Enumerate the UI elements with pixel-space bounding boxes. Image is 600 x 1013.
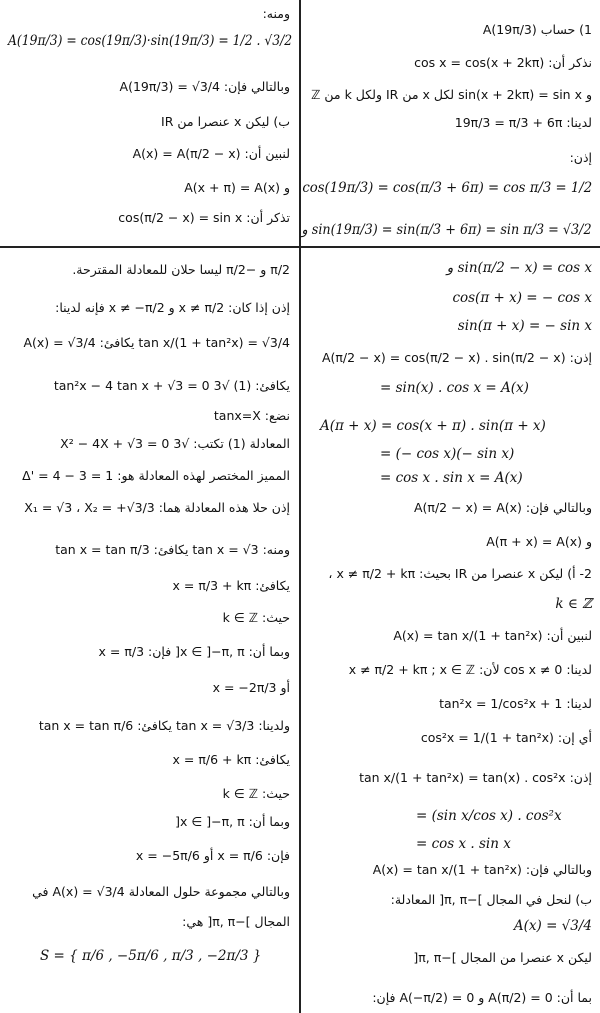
right-bottom-line: = sin(x) . cos x = A(x) (380, 380, 529, 396)
left-bottom-line: وبما أن: x ∈ ]−π, π[ (175, 814, 290, 829)
left-bottom-line: نضع: tanx=X (213, 408, 290, 423)
right-bottom-line: A(x) = √3/4 (513, 918, 592, 934)
left-bottom-line: حيث: k ∈ ℤ (222, 786, 290, 801)
right-bottom-line: إذن: A(π/2 − x) = cos(π/2 − x) . sin(π/2 − x) (321, 350, 592, 365)
section-divider (0, 246, 600, 248)
right-bottom-line: = cos x . sin x (416, 836, 511, 852)
right-bottom-line: وبالتالي فإن: A(π/2 − x) = A(x) (414, 500, 592, 515)
right-bottom-line: = cos x . sin x = A(x) (380, 470, 523, 486)
right-bottom-line: و A(π + x) = A(x) (486, 534, 592, 549)
right-bottom-line: ب) لنحل في المجال ]−π, π[ المعادلة: (390, 892, 592, 907)
right-top-line: لدينا: 19π/3 = π/3 + 6π (454, 115, 592, 130)
right-bottom-line: لنبين أن: A(x) = tan x/(1 + tan²x) (393, 628, 592, 643)
right-bottom-line: A(π + x) = cos(x + π) . sin(π + x) (320, 418, 546, 434)
left-bottom-line: وبما أن: x ∈ ]−π, π[ فإن: x = π/3 (98, 644, 290, 659)
right-top-line: نذكر أن: cos x = cos(x + 2kπ) (414, 55, 592, 70)
right-bottom-line: لدينا: 1 + tan²x = 1/cos²x (439, 696, 592, 711)
left-bottom-line: وبالتالي مجموعة حلول المعادلة A(x) = √3/4 في (32, 884, 290, 899)
left-top-line: و A(x + π) = A(x) (184, 180, 290, 195)
right-bottom-line: sin(π + x) = − sin x (457, 318, 592, 334)
column-divider (299, 0, 301, 1013)
left-bottom-line: حيث: k ∈ ℤ (222, 610, 290, 625)
left-top-line: لنبين أن: A(x) = A(π/2 − x) (132, 146, 290, 161)
left-bottom-line: يكافئ: (1) √3 tan²x − 4 tan x + √3 = 0 (53, 378, 290, 393)
left-bottom-line: فإن: x = π/6 أو x = −5π/6 (135, 848, 290, 863)
right-bottom-line: بما أن: A(π/2) = 0 و A(−π/2) = 0 فإن: (372, 990, 592, 1005)
right-bottom-line: و sin(π/2 − x) = cos x (446, 260, 592, 276)
right-bottom-line: وبالتالي فإن: A(x) = tan x/(1 + tan²x) (372, 862, 592, 877)
right-bottom-line: k ∈ ℤ (555, 596, 592, 612)
left-bottom-line: المميز المختصر لهذه المعادلة هو: Δ' = 4 − 3 = 1 (22, 468, 290, 483)
left-bottom-line: أو x = −2π/3 (212, 680, 290, 695)
left-top-line: A(19π/3) = cos(19π/3)·sin(19π/3) = 1/2 . √3/2 (8, 33, 293, 49)
right-top-line: و sin(x + 2kπ) = sin x لكل x من IR ولكل k من ℤ (311, 87, 592, 102)
right-bottom-line: أي إن: cos²x = 1/(1 + tan²x) (420, 730, 592, 745)
right-bottom-line: لدينا: cos x ≠ 0 لأن: x ≠ π/2 + kπ ; x ∈ ℤ (348, 662, 592, 677)
left-bottom-line: ومنه: tan x = √3 يكافئ: tan x = tan π/3 (55, 542, 290, 557)
left-bottom-line: ولدينا: tan x = √3/3 يكافئ: tan x = tan π/6 (38, 718, 290, 733)
left-bottom-line: المجال ]−π, π[ هي: (182, 914, 290, 929)
right-bottom-line: 2- أ) ليكن x عنصرا من IR بحيث: x ≠ π/2 + kπ ، (328, 566, 592, 581)
left-top-line: تذكر أن: cos(π/2 − x) = sin x (118, 210, 290, 225)
right-top-line: و sin(19π/3) = sin(π/3 + 6π) = sin π/3 = √3/2 (301, 222, 592, 238)
left-bottom-line: يكافئ: x = π/3 + kπ (172, 578, 290, 593)
right-bottom-line: = (− cos x)(− sin x) (380, 446, 515, 462)
left-top-line: ب) ليكن x عنصرا من IR (161, 114, 290, 129)
right-top-line: إذن: (569, 150, 592, 165)
left-bottom-line: إذن إذا كان: x ≠ π/2 و x ≠ −π/2 فإنه لدينا: (55, 300, 290, 315)
right-top-line: 1) حساب A(19π/3) (482, 22, 592, 37)
right-bottom-line: cos(π + x) = − cos x (452, 290, 592, 306)
left-top-line: وبالتالي فإن: A(19π/3) = √3/4 (119, 79, 290, 94)
right-bottom-line: إذن: tan x/(1 + tan²x) = tan(x) . cos²x (359, 770, 592, 785)
right-bottom-line: ليكن x عنصرا من المجال ]−π, π[ (413, 950, 592, 965)
left-bottom-line: tan x/(1 + tan²x) = √3/4 يكافئ: A(x) = √3/4 (23, 335, 290, 350)
left-bottom-line: S = { π/6 , −5π/6 , π/3 , −2π/3 } (40, 948, 262, 964)
left-bottom-line: يكافئ: x = π/6 + kπ (172, 752, 290, 767)
right-top-line: cos(19π/3) = cos(π/3 + 6π) = cos π/3 = 1/2 (302, 180, 592, 196)
left-bottom-line: إذن حلا هذه المعادلة هما: X₁ = √3 ، X₂ = +√3/3 (24, 500, 290, 515)
left-bottom-line: المعادلة (1) تكتب: √3 X² − 4X + √3 = 0 (60, 436, 290, 451)
left-bottom-line: π/2 و −π/2 ليسا حلان للمعادلة المقترحة. (72, 262, 290, 277)
right-bottom-line: = (sin x/cos x) . cos²x (416, 808, 562, 824)
left-top-line: ومنه: (262, 6, 290, 21)
